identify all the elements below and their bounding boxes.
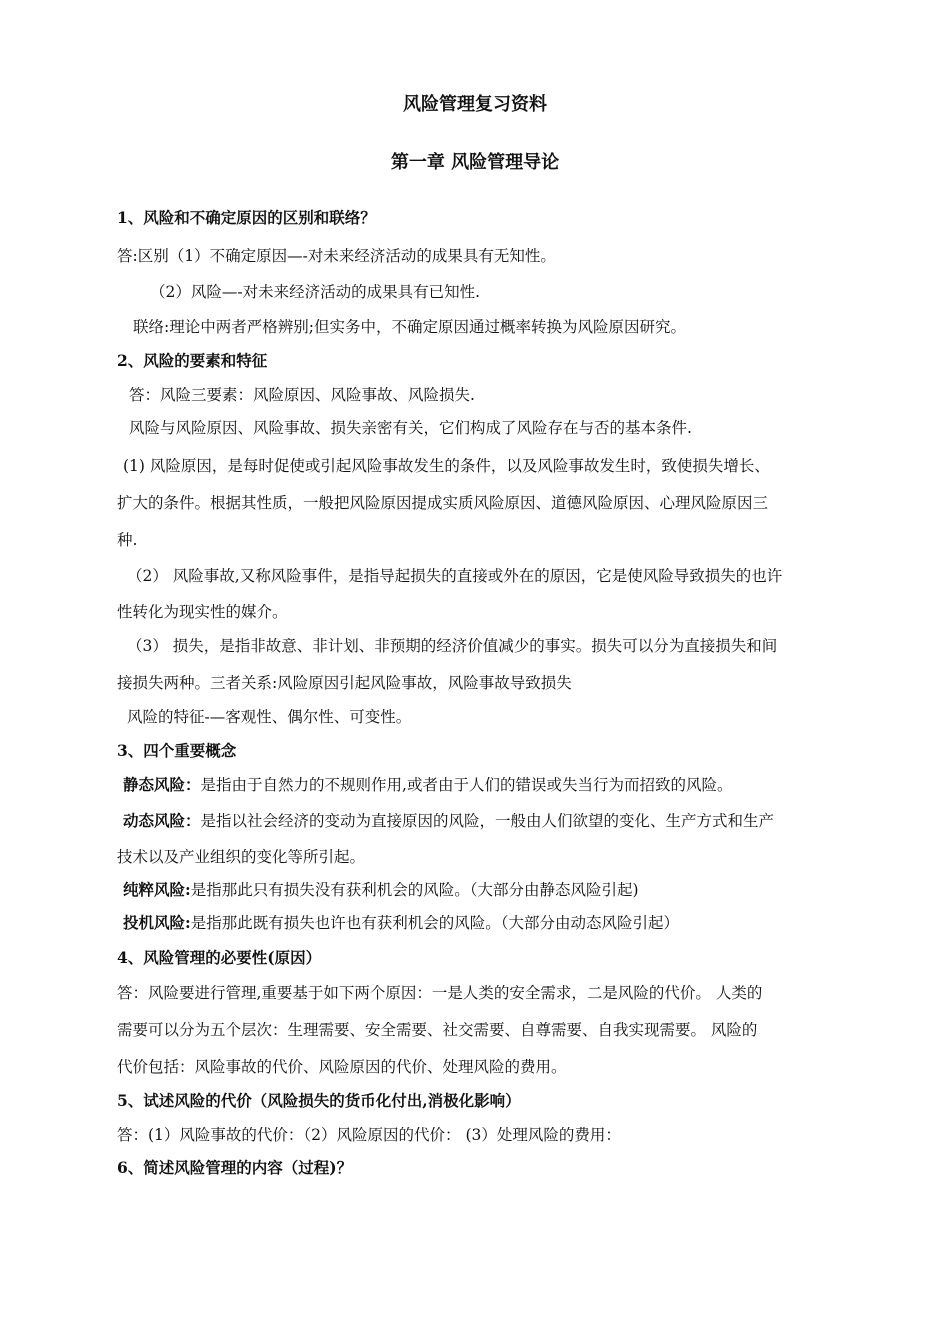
term-label: 静态风险： [123, 775, 201, 794]
term-definition: 是指以社会经济的变动为直接原因的风险，一般由人们欲望的变化、生产方式和生产 [200, 812, 775, 830]
section-1-heading: 1、风险和不确定原因的区别和联络？ [117, 208, 376, 227]
term-definition: 是指那此只有损失没有获利机会的风险。（大部分由静态风险引起) [190, 881, 639, 899]
section-6-heading: 6、简述风险管理的内容（过程)？ [117, 1158, 353, 1177]
concept-pure-risk [123, 880, 639, 900]
paragraph-line: 答：风险三要素：风险原因、风险事故、风险损失. [129, 386, 475, 404]
term-label: 投机风险: [123, 913, 191, 932]
concept-speculative-risk [123, 913, 679, 933]
paragraph-line: 代价包括：风险事故的代价、风险原因的代价、处理风险的费用。 [117, 1058, 567, 1076]
document-title: 风险管理复习资料 [403, 94, 547, 115]
paragraph-line: 答：(1）风险事故的代价：（2）风险原因的代价： (3）处理风险的费用： [117, 1126, 621, 1144]
paragraph-line: 风险的特征-—客观性、偶尔性、可变性。 [127, 708, 412, 726]
section-5-heading: 5、试述风险的代价（风险损失的货币化付出,消极化影响） [117, 1091, 521, 1110]
paragraph-line: （2）风险—-对未来经济活动的成果具有已知性. [150, 283, 481, 301]
term-definition: 是指由于自然力的不规则作用,或者由于人们的错误或失当行为而招致的风险。 [200, 776, 733, 794]
paragraph-line: 需要可以分为五个层次：生理需要、安全需要、社交需要、自尊需要、自我实现需要。 风险的 [117, 1021, 758, 1039]
paragraph-line: 答：风险要进行管理,重要基于如下两个原因：一是人类的安全需求，二是风险的代价。 人类的 [117, 984, 763, 1002]
paragraph-line: 技术以及产业组织的变化等所引起。 [117, 848, 366, 866]
term-label: 动态风险： [123, 811, 201, 830]
paragraph-line: 答:区别（1）不确定原因—-对未来经济活动的成果具有无知性。 [117, 247, 556, 265]
paragraph-line: 性转化为现实性的媒介。 [117, 603, 288, 621]
chapter-title: 第一章 风险管理导论 [390, 152, 560, 173]
paragraph-line: 联络:理论中两者严格辨别;但实务中，不确定原因通过概率转换为风险原因研究。 [133, 318, 686, 336]
term-label: 纯粹风险: [123, 880, 191, 899]
concept-static-risk [123, 775, 732, 795]
paragraph-line: 风险与风险原因、风险事故、损失亲密有关，它们构成了风险存在与否的基本条件. [129, 419, 692, 437]
term-definition: 是指那此既有损失也许也有获利机会的风险。（大部分由动态风险引起） [190, 914, 679, 932]
paragraph-line: 种. [117, 531, 138, 549]
paragraph-line: 接损失两种。三者关系:风险原因引起风险事故，风险事故导致损失 [117, 674, 572, 692]
paragraph-line: 扩大的条件。根据其性质，一般把风险原因提成实质风险原因、道德风险原因、心理风险原因三 [117, 494, 769, 512]
paragraph-line: （2） 风险事故,又称风险事件，是指导起损失的直接或外在的原因，它是使风险导致损失的也许 [127, 567, 783, 585]
section-3-heading: 3、四个重要概念 [117, 741, 237, 760]
section-4-heading: 4、风险管理的必要性(原因） [117, 948, 322, 967]
concept-dynamic-risk [123, 811, 774, 831]
paragraph-line: （3） 损失，是指非故意、非计划、非预期的经济价值减少的事实。损失可以分为直接损失和间 [127, 637, 778, 655]
section-2-heading: 2、风险的要素和特征 [117, 351, 268, 370]
paragraph-line: (1) 风险原因，是每时促使或引起风险事故发生的条件，以及风险事故发生时，致使损失增长、 [123, 457, 770, 475]
